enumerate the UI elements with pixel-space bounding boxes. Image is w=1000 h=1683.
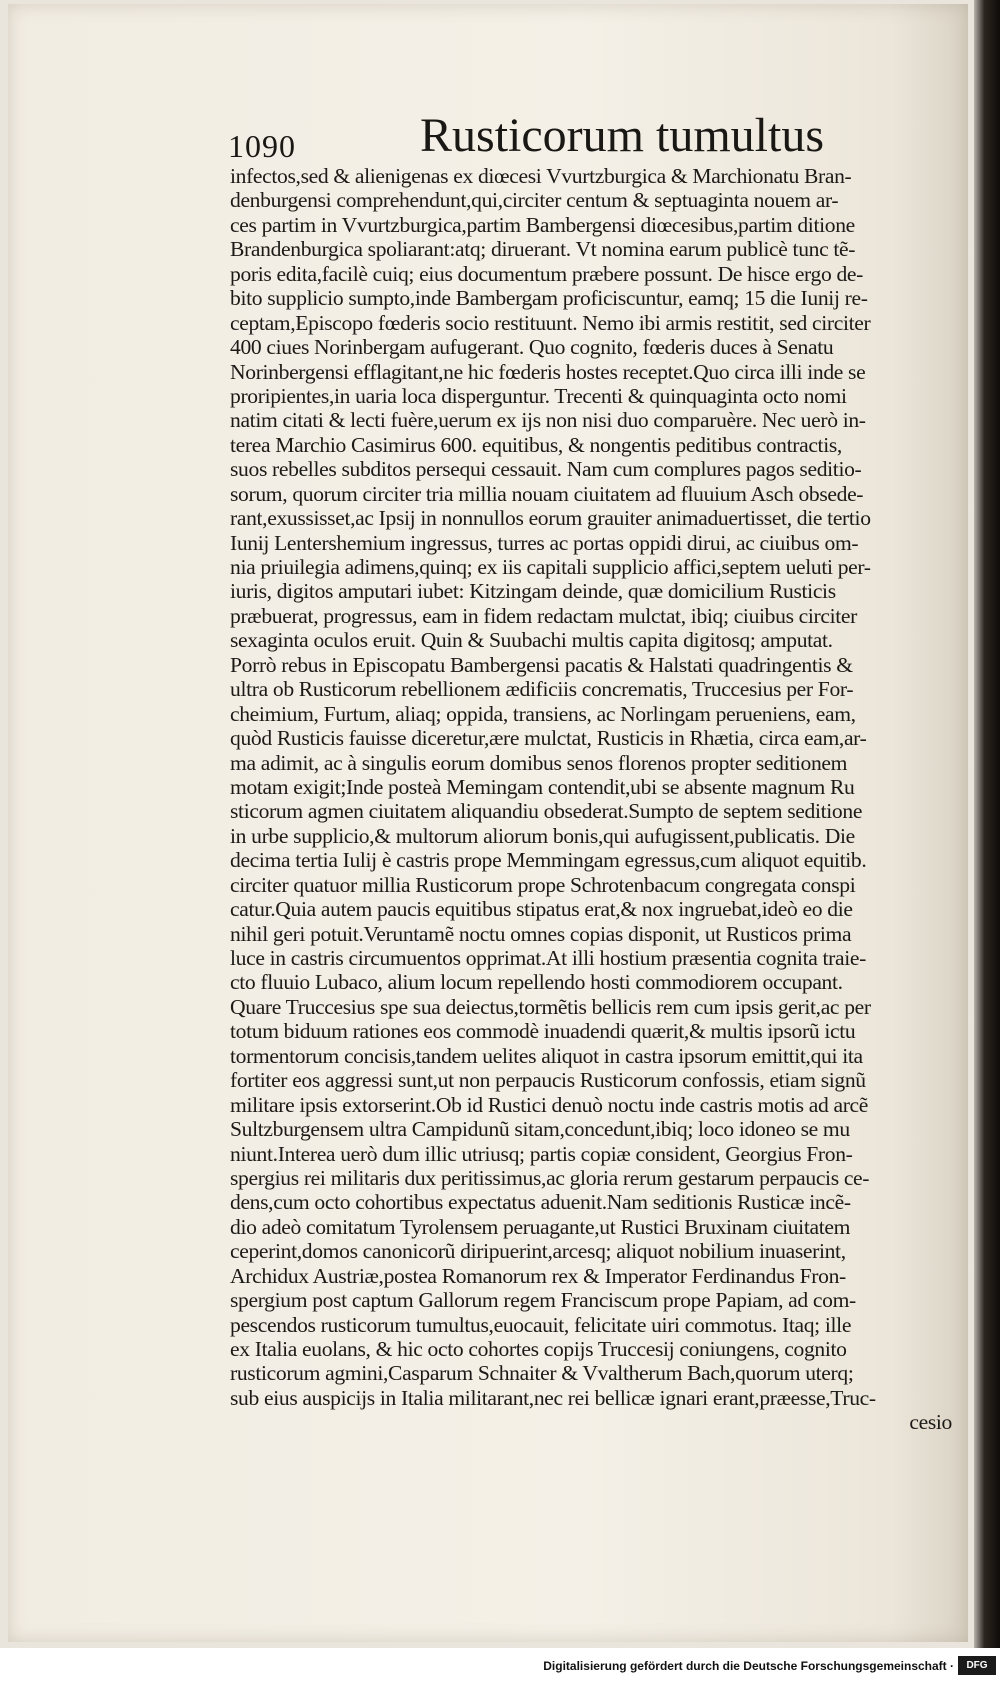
text-line: sub eius auspicijs in Italia militarant,nec rei bellicæ ignari erant,præesse,Truc- [230,1385,876,1410]
text-line: Quare Truccesius spe sua deiectus,tormẽtis bellicis rem cum ipsis gerit,ac per [230,994,871,1019]
text-line: dio adeò comitatum Tyrolensem peruagante,ut Rustici Bruxinam ciuitatem [230,1214,851,1239]
page-number: 1090 [228,128,296,164]
text-line: in urbe supplicio,& multorum aliorum bonis,qui aufugissent,publicatis. Die [230,823,855,848]
text-line: sticorum agmen ciuitatem aliquandiu obsederat.Sumpto de septem seditione [230,799,863,824]
text-line: tormentorum concisis,tandem uelites aliquot in castra ipsorum emittit,qui ita [230,1043,863,1068]
text-line: nia priuilegia adimens,quinq; ex iis capitali supplicio affici,septem ueluti per- [230,555,871,579]
catchword: cesio [909,1410,952,1435]
text-line: motam exigit;Inde posteà Memingam contendit,ubi se absente magnum Ru [230,774,855,799]
text-line: natim citati & lecti fuère,uerum ex ijs non nisi duo comparuère. Nec uerò in- [230,408,866,433]
text-line: spergium post captum Gallorum regem Franciscum prope Papiam, ad com- [230,1288,856,1313]
text-line: ma adimit, ac à singulis eorum domibus senos florenos propter seditionem [230,750,848,775]
text-line: quòd Rusticis fauisse diceretur,ære mulctat, Rusticis in Rhætia, circa eam,ar- [230,726,867,751]
body-text [230,164,970,1435]
text-line: 400 ciues Norinbergam aufugerant. Quo cognito, fœderis duces à Senatu [230,335,834,360]
text-line: denburgensi comprehendunt,qui,circiter centum & septuaginta nouem ar- [230,188,839,213]
book-page [8,4,968,1642]
page-header [220,108,830,168]
text-line: ultra ob Rusticorum rebellionem ædificiis concrematis, Truccesius per For- [230,677,854,702]
text-line: niunt.Interea uerò dum illic utriusq; partis copiæ consident, Georgius Fron- [230,1141,853,1166]
text-line: rusticorum agmini,Casparum Schnaiter & Vvaltherum Bach,quorum uterq; [230,1361,854,1386]
text-line: cto fluuio Lubaco, alium locum repellendo hosti commodiorem occupant. [230,970,843,995]
text-line: bito supplicio sumpto,inde Bambergam proficiscuntur, eamq; 15 die Iunij re- [230,286,868,311]
text-line: decima tertia Iulij è castris prope Memmingam egressus,cum aliquot equitib. [230,848,867,873]
text-line: pescendos rusticorum tumultus,euocauit, felicitate uiri commotus. Itaq; ille [230,1312,852,1337]
text-line: rant,exussisset,ac Ipsij in nonnullos eorum grauiter animaduertisset, die tertio [230,506,871,531]
running-head: Rusticorum tumultus [420,109,825,162]
text-line: Archidux Austriæ,postea Romanorum rex & Imperator Ferdinandus Fron- [230,1263,846,1288]
text-line: cheimium, Furtum, aliaq; oppida, transiens, ac Norlingam perueniens, eam, [230,701,856,726]
text-line: ceperint,domos canonicorũ diripuerint,arcesq; aliquot nobilium inuaserint, [230,1239,846,1264]
text-line: Porrò rebus in Episcopatu Bambergensi pacatis & Halstati quadringentis & [230,652,853,677]
text-line: Norinbergensi efflagitant,ne hic fœderis hostes receptet.Quo circa illi inde se [230,359,866,384]
text-line: spergius rei militaris dux peritissimus,ac gloria rerum gestarum perpaucis ce- [230,1165,870,1190]
footer-credit: Digitalisierung gefördert durch die Deutsche Forschungsgemeinschaft · [543,1659,954,1673]
text-line: nihil geri potuit.Veruntamẽ noctu omnes copias disponit, ut Rusticos prima [230,921,852,946]
text-line: totum biduum rationes eos commodè inuadendi quærit,& multis ipsorũ ictu [230,1019,856,1044]
text-line: Brandenburgica spoliarant:atq; diruerant. Vt nomina earum publicè tunc tẽ- [230,237,856,262]
text-line: sexaginta oculos eruit. Quin & Suubachi multis capita digitosq; amputat. [230,628,833,653]
book-binding-edge [974,0,1000,1648]
text-line: iuris, digitos amputari iubet: Kitzingam deinde, quæ domicilium Rusticis [230,579,836,604]
text-line: Iunij Lentershemium ingressus, turres ac portas oppidi dirui, ac ciuibus om- [230,530,859,555]
text-line: Sultzburgensem ultra Campidunũ sitam,concedunt,ibiq; loco idoneo se mu [230,1117,850,1142]
text-line: circiter quatuor millia Rusticorum prope Schrotenbacum congregata conspi [230,872,856,897]
text-line: proripientes,in uaria loca disperguntur. Trecenti & quinquaginta octo nomi [230,383,847,408]
text-line: ces partim in Vvurtzburgica,partim Bambergensi diœcesibus,partim ditione [230,212,855,237]
text-line: præbuerat, progressus, eam in fidem redactam mulctat, ibiq; ciuibus circiter [230,603,858,628]
text-line: catur.Quia autem paucis equitibus stipatus erat,& nox ingruebat,ideò eo die [230,897,853,922]
text-line: suos rebelles subditos persequi cessauit. Nam cum complures pagos seditio- [230,457,862,482]
text-line: poris edita,facilè cuiq; eius documentum præbere possunt. De hisce ergo de- [230,261,863,286]
text-line: ex Italia euolans, & hic octo cohortes copijs Truccesij coniungens, cognito [230,1337,847,1361]
text-line: fortiter eos aggressi sunt,ut non perpaucis Rusticorum confossis, etiam signũ [230,1068,866,1093]
text-line: militare ipsis extorserint.Ob id Rustici denuò noctu inde castris motis ad arcẽ [230,1092,869,1117]
text-line: luce in castris circumuentos opprimat.At illi hostium præsentia cognita traie- [230,946,866,970]
text-line: infectos,sed & alienigenas ex diœcesi Vvurtzburgica & Marchionatu Bran- [230,164,852,188]
text-line: sorum, quorum circiter tria millia nouam ciuitatem ad fluuium Asch obsede- [230,481,864,506]
text-line: terea Marchio Casimirus 600. equitibus, & nongentis peditibus contractis, [230,432,842,457]
text-line: ceptam,Episcopo fœderis socio restituunt. Nemo ibi armis restitit, sed circiter [230,310,871,335]
dfg-logo-icon: DFG [958,1656,996,1675]
digitization-footer [0,1648,1000,1683]
text-line: dens,cum octo cohortibus expectatus aduenit.Nam seditionis Rusticæ incẽ- [230,1190,851,1215]
